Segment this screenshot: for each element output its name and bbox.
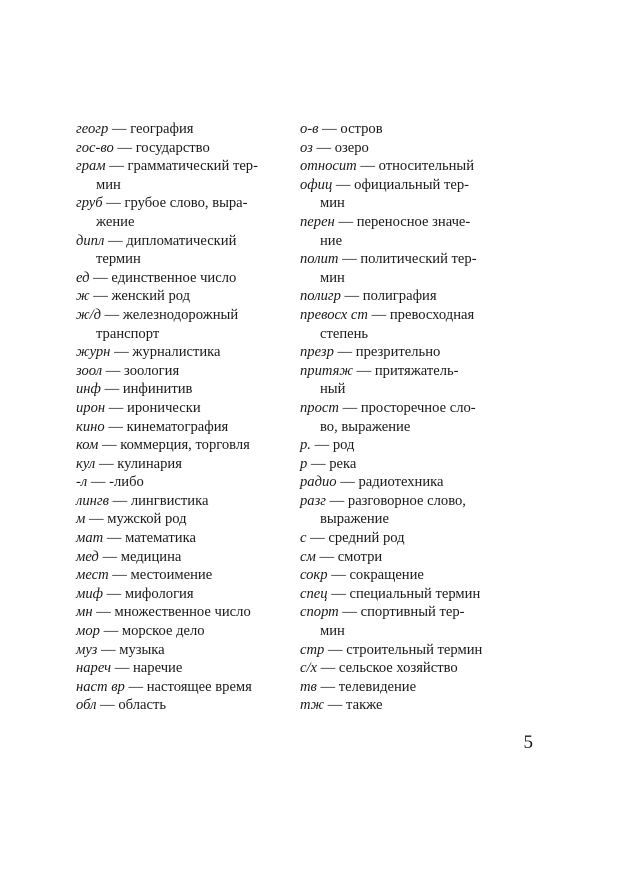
abbreviation-dash: —: [103, 623, 119, 640]
abbreviation-meaning-continued: мин: [320, 623, 345, 640]
abbreviation-dash: —: [100, 697, 115, 714]
abbreviation-dash: —: [338, 213, 354, 230]
abbreviation-meaning: также: [346, 697, 383, 714]
abbreviation-entry: [76, 585, 279, 604]
abbreviation-term: мест: [76, 567, 109, 584]
abbreviation-meaning: музыка: [119, 641, 165, 658]
abbreviation-dash: —: [88, 511, 104, 528]
abbreviation-dash: —: [106, 585, 122, 602]
abbreviation-entry: [76, 399, 279, 418]
abbreviation-term: мед: [76, 548, 99, 565]
abbreviation-entry: [300, 566, 503, 585]
abbreviation-meaning: инфинитив: [122, 381, 193, 398]
abbreviation-dash: —: [342, 604, 357, 621]
abbreviation-meaning: спортивный тер-: [360, 604, 465, 621]
abbreviation-meaning: журналистика: [132, 344, 221, 361]
abbreviation-term: инф: [76, 381, 101, 398]
abbreviation-meaning: строительный термин: [346, 641, 483, 658]
abbreviation-meaning: морское дело: [121, 623, 205, 640]
abbreviation-entry: [300, 455, 503, 474]
abbreviation-dash: —: [112, 492, 128, 509]
abbreviations-right-column: [300, 120, 503, 715]
abbreviation-meaning: грубое слово, выра-: [124, 195, 248, 212]
abbreviation-dash: —: [356, 362, 372, 379]
abbreviation-term: полигр: [300, 288, 341, 305]
abbreviation-entry: [76, 622, 279, 641]
abbreviation-entry: [76, 306, 279, 343]
abbreviation-dash: —: [327, 697, 343, 714]
abbreviation-term: -л: [76, 474, 88, 491]
abbreviation-term: см: [300, 548, 316, 565]
abbreviation-entry: [76, 418, 279, 437]
abbreviation-dash: —: [329, 492, 345, 509]
abbreviation-meaning: настоящее время: [146, 678, 252, 695]
abbreviation-dash: —: [322, 121, 337, 137]
abbreviation-meaning: политический тер-: [360, 251, 477, 268]
abbreviation-meaning: смотри: [337, 548, 383, 565]
abbreviation-meaning: сельское хозяйство: [338, 660, 458, 677]
abbreviation-entry: [300, 157, 503, 176]
abbreviation-meaning-continued: мин: [320, 269, 345, 286]
abbreviation-term: обл: [76, 697, 97, 714]
abbreviation-term: м: [76, 511, 86, 528]
abbreviation-dash: —: [108, 399, 124, 416]
abbreviation-term: ком: [76, 437, 99, 454]
abbreviation-meaning: дипломатический: [126, 232, 237, 249]
abbreviation-entry: [300, 176, 503, 213]
abbreviation-term: о-в: [300, 121, 319, 137]
abbreviation-meaning-continued: во, выражение: [320, 418, 411, 435]
abbreviation-meaning: озеро: [334, 139, 369, 156]
abbreviation-dash: —: [342, 399, 358, 416]
abbreviation-term: сокр: [300, 567, 328, 584]
abbreviation-meaning-continued: термин: [96, 251, 141, 268]
abbreviation-entry: [76, 529, 279, 548]
abbreviation-dash: —: [112, 567, 127, 584]
abbreviation-dash: —: [90, 474, 106, 491]
abbreviation-term: ирон: [76, 399, 106, 416]
abbreviation-term: с: [300, 530, 307, 547]
abbreviation-meaning: география: [130, 121, 194, 137]
abbreviation-entry: [76, 455, 279, 474]
abbreviation-meaning: лингвистика: [130, 492, 209, 509]
abbreviation-meaning: зоология: [124, 362, 180, 379]
abbreviation-entry: [300, 603, 503, 640]
abbreviation-term: грам: [76, 158, 106, 175]
abbreviation-term: оз: [300, 139, 313, 156]
abbreviation-dash: —: [320, 678, 336, 695]
abbreviation-term: ж/д: [76, 306, 102, 323]
abbreviation-term: притяж: [300, 362, 353, 379]
abbreviation-term: офиц: [300, 176, 333, 193]
abbreviation-entry: [76, 603, 279, 622]
abbreviation-meaning: переносное значе-: [356, 213, 471, 230]
abbreviation-entry: [76, 232, 279, 269]
abbreviation-dash: —: [102, 548, 118, 565]
abbreviation-dash: —: [109, 158, 124, 175]
abbreviation-entry: [76, 362, 279, 381]
abbreviation-dash: —: [105, 362, 121, 379]
abbreviation-meaning: специальный термин: [349, 585, 481, 602]
abbreviation-term: кул: [76, 455, 96, 472]
abbreviation-meaning: остров: [340, 121, 383, 137]
abbreviation-term: кино: [76, 418, 105, 435]
abbreviation-meaning: разговорное слово,: [347, 492, 466, 509]
abbreviation-dash: —: [344, 288, 360, 305]
abbreviation-meaning: сокращение: [349, 567, 424, 584]
abbreviations-left-column: [76, 120, 279, 715]
abbreviation-entry: [300, 343, 503, 362]
abbreviation-dash: —: [104, 381, 120, 398]
abbreviation-entry: [76, 696, 279, 715]
abbreviation-entry: [76, 473, 279, 492]
abbreviation-meaning: мужской род: [107, 511, 187, 528]
abbreviation-dash: —: [342, 251, 357, 268]
abbreviation-entry: [300, 287, 503, 306]
abbreviation-term: журн: [76, 344, 111, 361]
abbreviation-term: миф: [76, 585, 103, 602]
abbreviation-meaning: медицина: [120, 548, 182, 565]
abbreviation-term: презр: [300, 344, 334, 361]
abbreviation-meaning: множественное число: [114, 604, 251, 621]
abbreviation-meaning: иронически: [127, 399, 201, 416]
abbreviation-entry: [76, 566, 279, 585]
abbreviation-dash: —: [106, 530, 122, 547]
abbreviation-entry: [300, 213, 503, 250]
abbreviation-entry: [76, 678, 279, 697]
abbreviation-meaning: река: [329, 455, 357, 472]
abbreviation-dash: —: [314, 437, 330, 454]
abbreviation-entry: [76, 157, 279, 194]
abbreviation-dash: —: [337, 344, 353, 361]
abbreviation-meaning: мифология: [124, 585, 194, 602]
abbreviation-entry: [76, 343, 279, 362]
abbreviation-entry: [300, 548, 503, 567]
abbreviation-dash: —: [101, 437, 117, 454]
abbreviation-term: с/х: [300, 660, 318, 677]
abbreviation-entry: [76, 641, 279, 660]
abbreviation-meaning-continued: мин: [96, 176, 121, 193]
abbreviation-term: мн: [76, 604, 93, 621]
abbreviation-term: мор: [76, 623, 100, 640]
abbreviation-meaning-continued: ный: [320, 381, 346, 398]
abbreviation-meaning-continued: транспорт: [96, 325, 160, 342]
abbreviation-meaning: женский род: [111, 288, 191, 305]
abbreviation-meaning: наречие: [133, 660, 183, 677]
abbreviation-entry: [300, 399, 503, 436]
abbreviation-dash: —: [117, 139, 133, 156]
abbreviation-entry: [76, 659, 279, 678]
abbreviation-dash: —: [320, 660, 336, 677]
abbreviation-term: геогр: [76, 121, 109, 137]
abbreviation-meaning: притяжатель-: [374, 362, 459, 379]
abbreviation-entry: [76, 436, 279, 455]
abbreviation-term: лингв: [76, 492, 109, 509]
abbreviation-dash: —: [128, 678, 144, 695]
abbreviation-term: прост: [300, 399, 339, 416]
abbreviation-meaning: единственное число: [111, 269, 237, 286]
abbreviation-meaning: относительный: [378, 158, 475, 175]
abbreviation-entry: [300, 529, 503, 548]
abbreviation-meaning: радиотехника: [358, 474, 444, 491]
abbreviation-meaning-continued: жение: [96, 213, 135, 230]
abbreviation-term: стр: [300, 641, 325, 658]
abbreviation-term: относит: [300, 158, 357, 175]
abbreviation-term: спец: [300, 585, 328, 602]
abbreviation-meaning: презрительно: [355, 344, 441, 361]
abbreviation-meaning: кулинария: [117, 455, 182, 472]
abbreviation-term: р: [300, 455, 308, 472]
abbreviation-dash: —: [93, 288, 108, 305]
abbreviation-entry: [300, 641, 503, 660]
abbreviation-dash: —: [331, 585, 346, 602]
abbreviation-meaning-continued: выражение: [320, 511, 389, 528]
abbreviation-meaning: просторечное сло-: [360, 399, 476, 416]
abbreviation-dash: —: [340, 474, 355, 491]
abbreviation-meaning: полиграфия: [362, 288, 437, 305]
abbreviation-meaning: превосходная: [389, 306, 475, 323]
abbreviation-meaning: официальный тер-: [354, 176, 469, 193]
abbreviation-dash: —: [96, 604, 111, 621]
abbreviation-dash: —: [100, 641, 116, 658]
abbreviation-dash: —: [114, 344, 129, 361]
abbreviation-entry: [76, 510, 279, 529]
abbreviation-dash: —: [111, 121, 127, 137]
abbreviation-entry: [300, 585, 503, 604]
abbreviation-dash: —: [93, 269, 108, 286]
abbreviation-entry: [300, 492, 503, 529]
abbreviation-dash: —: [371, 306, 387, 323]
abbreviation-entry: [76, 548, 279, 567]
abbreviation-dash: —: [98, 455, 114, 472]
abbreviation-term: груб: [76, 195, 103, 212]
abbreviation-entry: [76, 492, 279, 511]
abbreviation-meaning: средний род: [328, 530, 405, 547]
abbreviation-term: перен: [300, 213, 335, 230]
abbreviation-entry: [300, 139, 503, 158]
abbreviation-dash: —: [327, 641, 343, 658]
abbreviation-meaning: кинематография: [126, 418, 229, 435]
abbreviation-meaning-continued: степень: [320, 325, 369, 342]
abbreviation-meaning: коммерция, торговля: [120, 437, 250, 454]
abbreviation-dash: —: [106, 195, 121, 212]
abbreviation-entry: [300, 473, 503, 492]
abbreviation-entry: [76, 287, 279, 306]
abbreviation-meaning-continued: ние: [320, 232, 343, 249]
abbreviation-entry: [300, 696, 503, 715]
abbreviation-term: тв: [300, 678, 317, 695]
abbreviation-entry: [300, 659, 503, 678]
abbreviation-entry: [76, 194, 279, 231]
abbreviation-term: наст вр: [76, 678, 125, 695]
abbreviation-meaning: -либо: [109, 474, 144, 491]
abbreviation-dash: —: [360, 158, 375, 175]
abbreviation-meaning: телевидение: [338, 678, 417, 695]
abbreviation-entry: [300, 250, 503, 287]
abbreviation-dash: —: [316, 139, 332, 156]
abbreviation-entry: [76, 120, 279, 139]
abbreviation-term: ед: [76, 269, 90, 286]
abbreviation-term: р.: [300, 437, 311, 454]
abbreviation-meaning-continued: мин: [320, 195, 345, 212]
page-number: 5: [523, 732, 533, 753]
abbreviation-term: дипл: [76, 232, 105, 249]
abbreviation-meaning: железнодорожный: [122, 306, 239, 323]
abbreviation-term: тж: [300, 697, 325, 714]
abbreviation-dash: —: [310, 455, 326, 472]
abbreviation-dash: —: [108, 232, 123, 249]
abbreviation-dash: —: [319, 548, 335, 565]
abbreviation-term: мат: [76, 530, 104, 547]
abbreviation-entry: [300, 362, 503, 399]
abbreviation-entry: [76, 269, 279, 288]
abbreviation-dash: —: [335, 176, 351, 193]
abbreviation-term: нареч: [76, 660, 112, 677]
abbreviation-term: ж: [76, 288, 90, 305]
abbreviation-entry: [300, 120, 503, 139]
abbreviation-entry: [300, 306, 503, 343]
abbreviation-meaning: математика: [125, 530, 196, 547]
abbreviation-meaning: род: [332, 437, 355, 454]
abbreviation-entry: [300, 436, 503, 455]
abbreviation-dash: —: [104, 306, 120, 323]
abbreviation-term: гос-во: [76, 139, 114, 156]
abbreviation-dash: —: [114, 660, 130, 677]
abbreviation-dash: —: [108, 418, 123, 435]
abbreviation-term: полит: [300, 251, 339, 268]
abbreviation-term: разг: [300, 492, 326, 509]
abbreviation-entry: [300, 678, 503, 697]
abbreviation-term: радио: [300, 474, 337, 491]
abbreviation-entry: [76, 139, 279, 158]
abbreviation-term: превосх ст: [300, 306, 368, 323]
abbreviation-meaning: область: [118, 697, 166, 714]
abbreviation-dash: —: [310, 530, 325, 547]
abbreviation-meaning: местоимение: [130, 567, 213, 584]
abbreviation-term: зоол: [76, 362, 103, 379]
abbreviation-entry: [76, 380, 279, 399]
abbreviation-meaning: государство: [135, 139, 210, 156]
abbreviation-dash: —: [331, 567, 346, 584]
abbreviation-meaning: грамматический тер-: [127, 158, 258, 175]
abbreviation-term: спорт: [300, 604, 339, 621]
abbreviation-term: муз: [76, 641, 98, 658]
